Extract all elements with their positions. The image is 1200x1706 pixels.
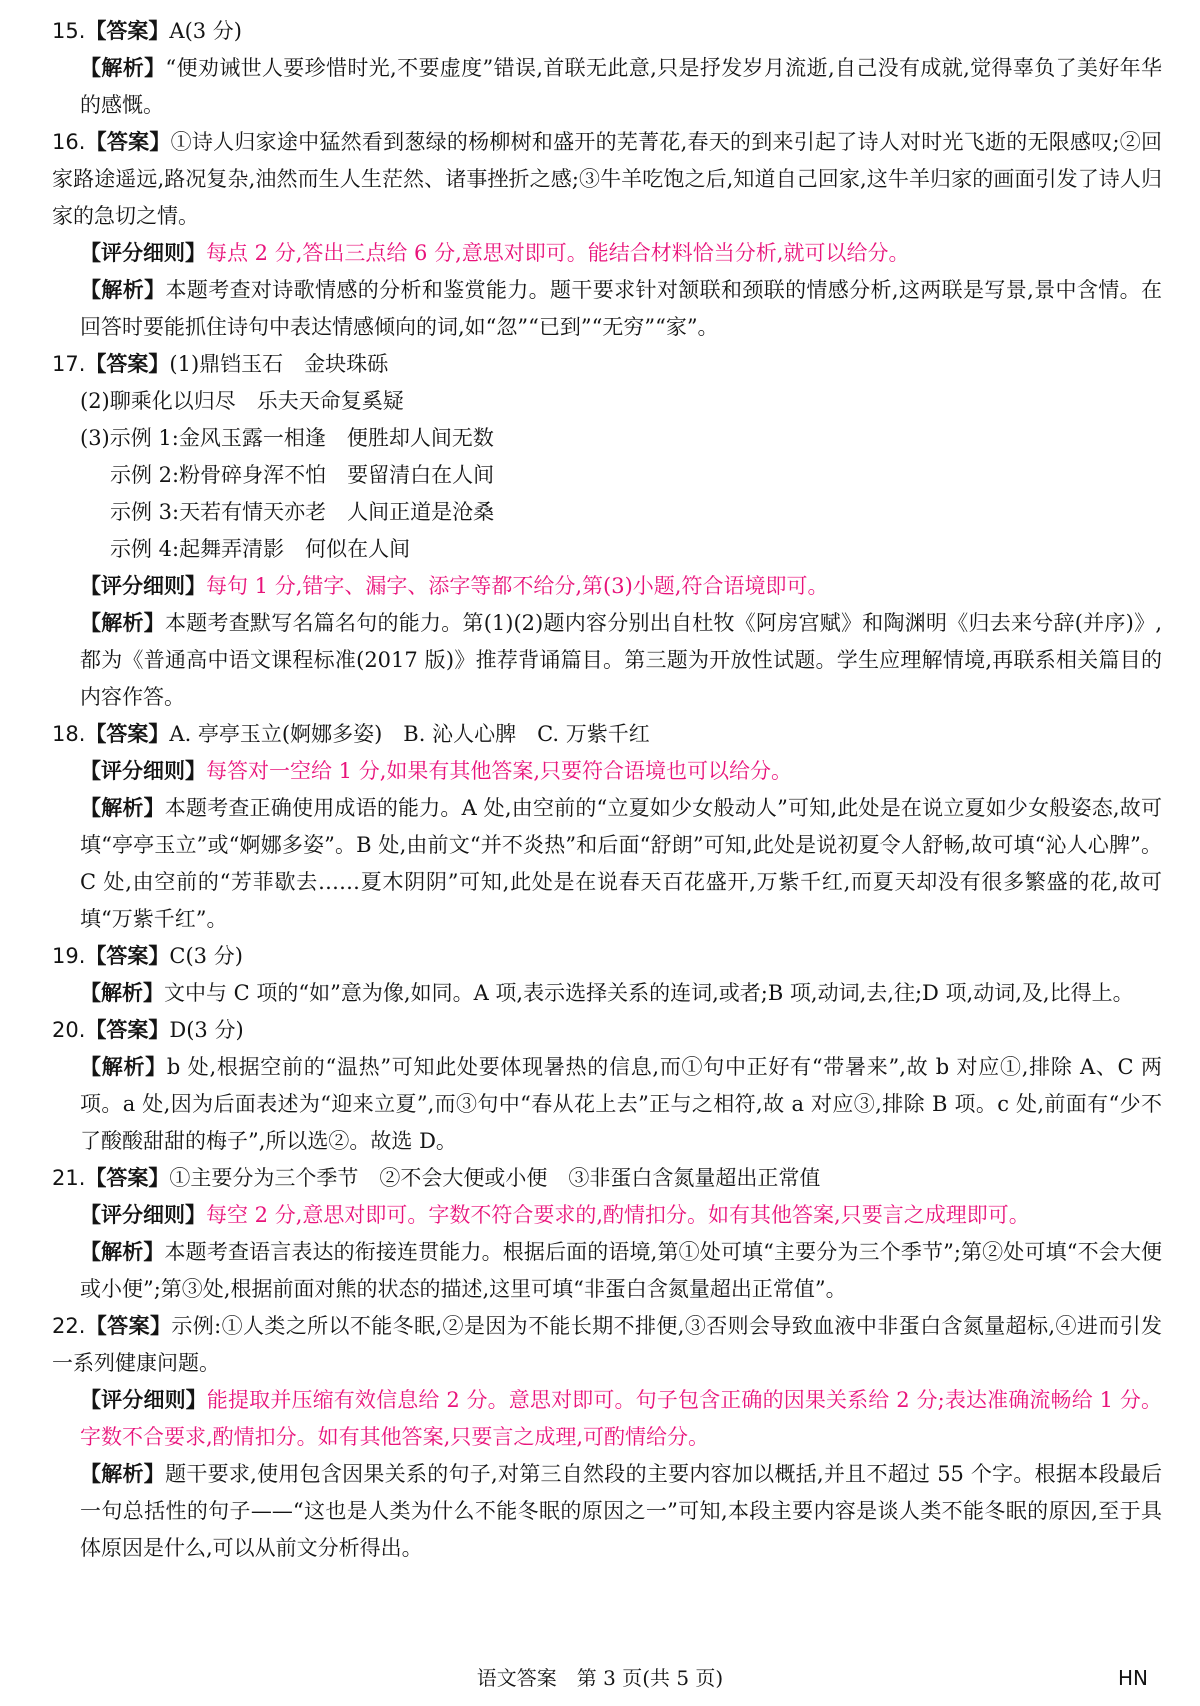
- q18-analysis: 本题考查正确使用成语的能力。A 处,由空前的“立夏如少女般动人”可知,此处是在说立夏如少女般姿态,故可填“亭亭玉立”或“婀娜多姿”。B 处,由前文“并不炎热”和后面“舒朗”可知,此处是说初夏令人舒畅,故可填“沁人心脾”。C 处,由空前的“芳菲歇去……夏木阴阴”可知,此处是在说春天百花盛开,万紫千红,而夏天却没有很多繁盛的花,故可填“万紫千红”。: [80, 796, 1162, 931]
- q17-line-2: (2)聊乘化以归尽 乐夫天命复奚疑: [80, 389, 404, 413]
- q21-analysis-para: [52, 1234, 1162, 1308]
- question-15: [52, 13, 1162, 124]
- q21-scoring: 每空 2 分,意思对即可。字数不符合要求的,酌情扣分。如有其他答案,只要言之成理即可。: [206, 1203, 1030, 1227]
- q17-line-4: 示例 2:粉骨碎身浑不怕 要留清白在人间: [110, 463, 495, 487]
- q16-analysis: 本题考查对诗歌情感的分析和鉴赏能力。题干要求针对颔联和颈联的情感分析,这两联是写景,景中含情。在回答时要能抓住诗句中表达情感倾向的词,如“忽”“已到”“无穷”“家”。: [80, 278, 1162, 339]
- q18-scoring-para: [52, 753, 1162, 790]
- q17-scoring: 每句 1 分,错字、漏字、添字等都不给分,第(3)小题,符合语境即可。: [206, 574, 829, 598]
- q21-analysis-tag: 【解析】: [80, 1240, 165, 1264]
- q17-analysis: 本题考查默写名篇名句的能力。第(1)(2)题内容分别出自杜牧《阿房宫赋》和陶渊明《归去来兮辞(并序)》,都为《普通高中语文课程标准(2017 版)》推荐背诵篇目。第三题为开放性试题。学生应理解情境,再联系相关篇目的内容作答。: [80, 611, 1162, 709]
- q17-scoring-tag: 【评分细则】: [80, 574, 206, 598]
- q16-scoring-tag: 【评分细则】: [80, 241, 206, 265]
- q19-analysis: 文中与 C 项的“如”意为像,如同。A 项,表示选择关系的连词,或者;B 项,动词,去,往;D 项,动词,及,比得上。: [164, 981, 1134, 1005]
- q19-number: 19.: [52, 944, 86, 968]
- q20-analysis-para: [52, 1049, 1162, 1160]
- q19-answer-tag: 【答案】: [85, 944, 170, 968]
- q18-analysis-para: [52, 790, 1162, 938]
- q15-number: 15.: [52, 19, 86, 43]
- page-content: [52, 13, 1162, 1567]
- q16-answer-tag: 【答案】: [85, 130, 171, 154]
- q21-number: 21.: [52, 1166, 86, 1190]
- q19-answer: C(3 分): [169, 944, 243, 968]
- q21-answer: ①主要分为三个季节 ②不会大便或小便 ③非蛋白含氮量超出正常值: [169, 1166, 821, 1190]
- question-17: [52, 346, 1162, 716]
- q17-analysis-para: [52, 605, 1162, 716]
- question-19: [52, 938, 1162, 1012]
- question-21: [52, 1160, 1162, 1308]
- q18-analysis-tag: 【解析】: [80, 796, 165, 820]
- q17-line-1: (1)鼎铛玉石 金块珠砾: [169, 352, 389, 376]
- q15-analysis-tag: 【解析】: [80, 56, 166, 80]
- q21-scoring-tag: 【评分细则】: [80, 1203, 206, 1227]
- q21-answer-line: [52, 1160, 1162, 1197]
- q15-answer-tag: 【答案】: [85, 19, 170, 43]
- q16-scoring-para: [52, 235, 1162, 272]
- q16-answer-para: [52, 124, 1162, 235]
- q18-number: 18.: [52, 722, 86, 746]
- q18-answer-tag: 【答案】: [85, 722, 170, 746]
- q19-analysis-para: [52, 975, 1162, 1012]
- q22-answer: 示例:①人类之所以不能冬眠,②是因为不能长期不排便,③否则会导致血液中非蛋白含氮量超标,④进而引发一系列健康问题。: [52, 1314, 1162, 1375]
- question-16: [52, 124, 1162, 346]
- q20-number: 20.: [52, 1018, 86, 1042]
- footer-region-code: HN: [1118, 1666, 1148, 1690]
- q16-answer: ①诗人归家途中猛然看到葱绿的杨柳树和盛开的芜菁花,春天的到来引起了诗人对时光飞逝的无限感叹;②回家路途遥远,路况复杂,油然而生人生茫然、诸事挫折之感;③牛羊吃饱之后,知道自己回家,这牛羊归家的画面引发了诗人归家的急切之情。: [52, 130, 1163, 228]
- q22-analysis: 题干要求,使用包含因果关系的句子,对第三自然段的主要内容加以概括,并且不超过 55 个字。根据本段最后一句总括性的句子——“这也是人类为什么不能冬眠的原因之一”可知,本段主要内容是谈人类不能冬眠的原因,至于具体原因是什么,可以从前文分析得出。: [80, 1462, 1162, 1560]
- q16-analysis-para: [52, 272, 1162, 346]
- q15-analysis: “便劝诫世人要珍惜时光,不要虚度”错误,首联无此意,只是抒发岁月流逝,自己没有成就,觉得辜负了美好年华的感慨。: [80, 56, 1162, 117]
- q15-analysis-para: [52, 50, 1162, 124]
- q17-scoring-para: [52, 568, 1162, 605]
- q16-analysis-tag: 【解析】: [80, 278, 166, 302]
- q20-analysis-tag: 【解析】: [80, 1055, 167, 1079]
- q16-scoring: 每点 2 分,答出三点给 6 分,意思对即可。能结合材料恰当分析,就可以给分。: [206, 241, 910, 265]
- question-20: [52, 1012, 1162, 1160]
- q22-answer-para: [52, 1308, 1162, 1382]
- question-22: [52, 1308, 1162, 1567]
- q22-answer-tag: 【答案】: [85, 1314, 172, 1338]
- q22-scoring-tag: 【评分细则】: [80, 1388, 207, 1412]
- q17-line-3: (3)示例 1:金风玉露一相逢 便胜却人间无数: [80, 426, 494, 450]
- q22-analysis-tag: 【解析】: [80, 1462, 166, 1486]
- q17-line-6: 示例 4:起舞弄清影 何似在人间: [110, 537, 411, 561]
- q22-scoring: 能提取并压缩有效信息给 2 分。意思对即可。句子包含正确的因果关系给 2 分;表达准确流畅给 1 分。字数不合要求,酌情扣分。如有其他答案,只要言之成理,可酌情给分。: [80, 1388, 1162, 1449]
- q15-answer-line: [52, 13, 1162, 50]
- q20-answer: D(3 分): [169, 1018, 244, 1042]
- q17-line-5: 示例 3:天若有情天亦老 人间正道是沧桑: [110, 500, 495, 524]
- question-18: [52, 716, 1162, 938]
- q18-answer-line: [52, 716, 1162, 753]
- q17-answer-line: [52, 346, 1162, 383]
- q17-number: 17.: [52, 352, 86, 376]
- q19-answer-line: [52, 938, 1162, 975]
- q19-analysis-tag: 【解析】: [80, 981, 164, 1005]
- q22-analysis-para: [52, 1456, 1162, 1567]
- q18-scoring-tag: 【评分细则】: [80, 759, 206, 783]
- page-footer: [0, 1660, 1200, 1694]
- q15-answer: A(3 分): [169, 19, 242, 43]
- q22-number: 22.: [52, 1314, 86, 1338]
- q20-answer-tag: 【答案】: [85, 1018, 170, 1042]
- q17-analysis-tag: 【解析】: [80, 611, 165, 635]
- q21-answer-tag: 【答案】: [85, 1166, 170, 1190]
- q22-scoring-para: [52, 1382, 1162, 1456]
- q18-scoring: 每答对一空给 1 分,如果有其他答案,只要符合语境也可以给分。: [206, 759, 793, 783]
- q20-analysis: b 处,根据空前的“温热”可知此处要体现暑热的信息,而①句中正好有“带暑来”,故 b 对应①,排除 A、C 两项。a 处,因为后面表述为“迎来立夏”,而③句中“春从花上去”正与之相符,故 a 对应③,排除 B 项。c 处,前面有“少不了酸酸甜甜的梅子”,所以选②。故选 D。: [80, 1055, 1163, 1153]
- q17-answer-tag: 【答案】: [85, 352, 170, 376]
- q21-scoring-para: [52, 1197, 1162, 1234]
- q16-number: 16.: [52, 130, 86, 154]
- q18-answer: A. 亭亭玉立(婀娜多姿) B. 沁人心脾 C. 万紫千红: [169, 722, 650, 746]
- footer-page-info: 语文答案 第 3 页(共 5 页): [476, 1666, 724, 1690]
- q20-answer-line: [52, 1012, 1162, 1049]
- q21-analysis: 本题考查语言表达的衔接连贯能力。根据后面的语境,第①处可填“主要分为三个季节”;第②处可填“不会大便或小便”;第③处,根据前面对熊的状态的描述,这里可填“非蛋白含氮量超出正常值”。: [80, 1240, 1162, 1301]
